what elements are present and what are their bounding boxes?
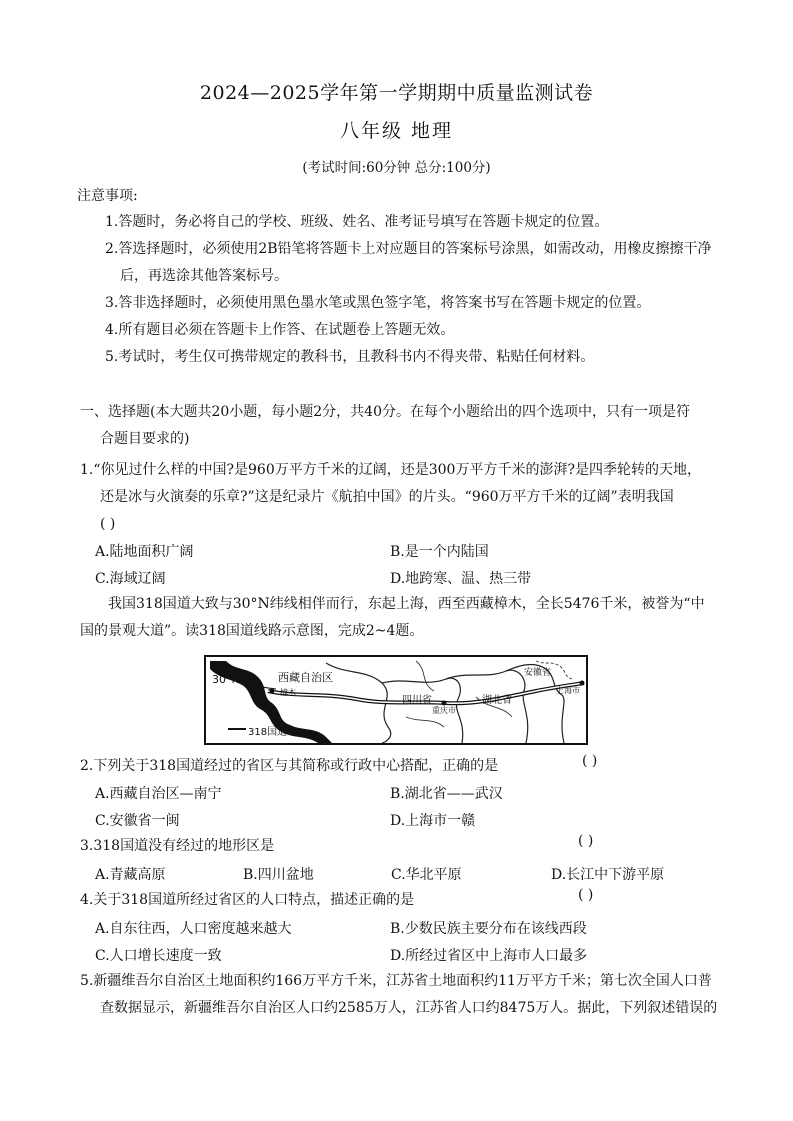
q3-option-a: A.青藏高原 <box>95 866 166 883</box>
q2-option-d: D.上海市一赣 <box>390 812 476 829</box>
q1-option-d: D.地跨寒、温、热三带 <box>390 570 532 587</box>
route-318-map <box>204 655 588 745</box>
question-5 <box>80 968 730 1022</box>
section-1-line-2: 合题目要求的) <box>100 431 190 447</box>
note-item-5: 5.考试时，考生仅可携带规定的教科书，且教科书内不得夹带、粘贴任何材料。 <box>105 349 595 365</box>
question-1-line-2: 还是冰与火演奏的乐章?”这是纪录片《航拍中国》的片头。“960万平方千米的辽阔”表明我国 <box>100 489 674 505</box>
exam-title: 2024—2025学年第一学期期中质量监测试卷 <box>199 82 594 104</box>
q1-option-c: C.海域辽阔 <box>95 570 166 587</box>
note-item-2-continued: 后，再选涂其他答案标号。 <box>120 268 288 284</box>
passage-line-1: 我国318国道大致与30°N纬线相伴而行，东起上海，西至西藏樟木，全长5476千米，被誉为“中 <box>108 596 705 612</box>
question-3-stem: 3.318国道没有经过的地形区是 <box>80 838 275 854</box>
q3-option-b: B.四川盆地 <box>243 866 314 883</box>
question-2-stem: 2.下列关于318国道经过的省区与其简称或行政中心搭配，正确的是 <box>80 758 499 774</box>
question-4-stem: 4.关于318国道所经过省区的人口特点，描述正确的是 <box>80 892 415 908</box>
notes-list <box>105 209 725 371</box>
question-3-bracket: ( ) <box>578 833 594 849</box>
question-2-bracket: ( ) <box>582 753 598 769</box>
passage-318 <box>80 591 730 645</box>
map-label-sichuan: 四川省 <box>402 695 432 706</box>
map-label-chongqing: 重庆市 <box>432 706 456 715</box>
map-label-hubei: 湖北省 <box>482 695 512 706</box>
q2-option-b: B.湖北省——武汉 <box>390 785 503 802</box>
question-1-options <box>95 537 735 591</box>
q4-option-a: A.自东往西，人口密度越来越大 <box>95 920 292 937</box>
section-1-line-1: 一、选择题(本大题共20小题，每小题2分，共40分。在每个小题给出的四个选项中，只有一项是符 <box>80 404 690 420</box>
city-marker <box>580 681 585 686</box>
q3-option-c: C.华北平原 <box>391 866 462 883</box>
question-3-options <box>95 860 735 887</box>
exam-subtitle: 八年级 地理 <box>339 120 454 142</box>
q4-option-b: B.少数民族主要分布在该线西段 <box>390 920 587 937</box>
note-item-4: 4.所有题目必须在答题卡上作答、在试题卷上答题无效。 <box>105 322 455 338</box>
map-label-latitude: 30°N <box>212 673 240 686</box>
note-item-2: 2.答选择题时，必须使用2B铅笔将答题卡上对应题目的答案标号涂黑，如需改动，用橡皮擦擦干净 <box>105 241 712 257</box>
q1-option-b: B.是一个内陆国 <box>390 543 489 560</box>
map-legend-label: 318国道 <box>248 727 288 738</box>
q2-option-c: C.安徽省一闽 <box>95 812 180 829</box>
boundary-line <box>446 670 528 743</box>
question-1-line-1: 1.“你见过什么样的中国?是960万平方千米的辽阔，还是300万平方千米的澎湃?是四季轮转的天地， <box>80 462 701 478</box>
city-marker <box>270 689 275 694</box>
question-2-options <box>95 779 735 833</box>
note-item-1: 1.答题时，务必将自己的学校、班级、姓名、准考证号填写在答题卡规定的位置。 <box>105 214 609 230</box>
map-label-anhui: 安徽省 <box>524 668 552 678</box>
question-5-line-1: 5.新疆维吾尔自治区土地面积约166万平方千米，江苏省土地面积约11万平方千米；第七次全国人口普 <box>80 973 712 989</box>
section-1-heading <box>80 399 720 453</box>
map-label-xizang: 西藏自治区 <box>278 671 333 684</box>
q2-option-a: A.西藏自治区—南宁 <box>95 785 222 802</box>
question-5-line-2: 查数据显示，新疆维吾尔自治区人口约2585万人，江苏省人口约8475万人。据此，下列叙述错误的 <box>100 1000 718 1016</box>
map-label-zhangmu: 樟木 <box>280 688 296 697</box>
notes-heading: 注意事项: <box>77 188 138 204</box>
passage-line-2: 国的景观大道”。读318国道线路示意图，完成2~4题。 <box>80 623 424 639</box>
q4-option-d: D.所经过省区中上海市人口最多 <box>390 947 588 964</box>
note-item-3: 3.答非选择题时，必须使用黑色墨水笔或黑色签字笔，将答案书写在答题卡规定的位置。 <box>105 295 651 311</box>
exam-info: (考试时间:60分钟 总分:100分) <box>302 160 491 176</box>
question-4-bracket: ( ) <box>578 887 594 903</box>
question-1 <box>80 457 730 538</box>
q3-option-d: D.长江中下游平原 <box>551 866 665 883</box>
q4-option-c: C.人口增长速度一致 <box>95 947 222 964</box>
question-4-options <box>95 914 735 968</box>
map-label-shanghai: 上海市 <box>556 686 580 695</box>
question-1-bracket: ( ) <box>100 516 116 532</box>
q1-option-a: A.陆地面积广阔 <box>95 543 194 560</box>
